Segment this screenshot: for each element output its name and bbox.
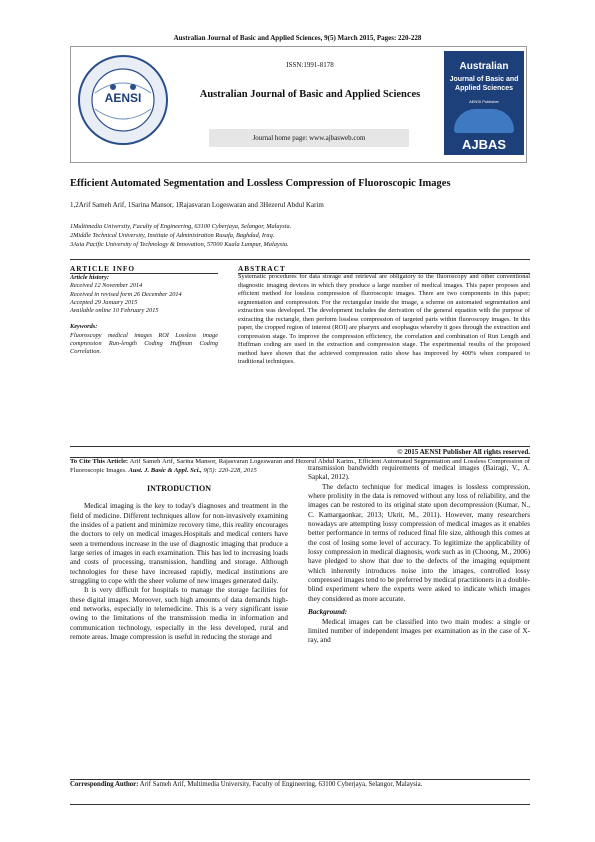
- divider-bottom: [70, 804, 530, 805]
- affiliation-1: 1Multimedia University, Faculty of Engineering, 63100 Cyberjaya, Selangor, Malaysia.: [70, 223, 292, 230]
- history-online: Available online 10 February 2015: [70, 307, 159, 315]
- paragraph: It is very difficult for hospitals to manage the storage facilities for these digital images. Moreover, such high amounts of data demands high-end networks, especially in telemedicine. This is a very significant issue owing to the limitations of the transmission media in information and communication technology, especially in the less developed, rural and remote areas. Image compression is useful in reducing the storage and: [70, 586, 288, 642]
- abstract-heading: ABSTRACT: [238, 264, 530, 274]
- history-accepted: Accepted 29 January 2015: [70, 298, 138, 306]
- keywords-label: Keywords:: [70, 323, 98, 331]
- issn: ISSN:1991-8178: [286, 61, 334, 69]
- paragraph: Medical imaging is the key to today's diagnoses and treatment in the field of medicine. Different techniques allow for non-invasively examining the insides of a patient and minimize recovery time, this reality encourages the doctors to rely on medical images.Hospitals and medical centers have seen a tremendous increase in the use of diagnostic imaging that produce a large series of images in each examination. This has led to increasing loads and costs of processing, transmission, handling and storage. Although technologies for these have increased rapidly, medical institutions are struggling to cope with the sheer volume of new images generated daily.: [70, 502, 288, 586]
- body-column-1: [70, 484, 288, 643]
- history-label: Article history:: [70, 274, 110, 281]
- affiliations: [70, 222, 530, 249]
- intro-heading: INTRODUCTION: [146, 484, 211, 493]
- journal-masthead: [70, 46, 527, 163]
- cite-label: To Cite This Article:: [70, 458, 129, 465]
- aensi-logo-label: AENSI: [104, 91, 142, 105]
- paragraph: Medical images can be classified into two main modes: a single or limited number of independent images per examination as in the case of X-ray, and: [308, 617, 530, 645]
- abstract-text: Systematic procedures for data storage and retrieval are obligatory to the fluoroscopy and other conventional diagnostic imaging devices in which they produce a large number of medical images. This paper proposes and efficient method for lossless compression of fluoroscopic images. There are two components in this paper; segmentation and compression. For the rectangular inside the image, a scheme on automated segmentation and extraction was developed. The development includes the derivation of the general equation with the purpose of extracting the rectangle, then perform lossless compression of targeted parts within fluoroscopy images. In this paper, the cropped region of interest (ROI) are pharynx and esophagus whereby it goes through the extraction and compression stage. To improve the compression efficiency, the correlation and combination of Run Length and Huffman coding are used in the extraction and compression stage. The experimental results of the proposed method have shown that the achieved compression ratio show has improved by 400% when compared to traditional techniques.: [238, 273, 530, 366]
- paper-title: Efficient Automated Segmentation and Lossless Compression of Fluoroscopic Images: [70, 178, 451, 189]
- paragraph: transmission bandwidth requirements of medical images (Bairagi, V., A. Sapkal, 2012).: [308, 464, 530, 482]
- cover-line2: Journal of Basic and Applied Sciences: [449, 76, 519, 92]
- divider-abstract-end: [70, 446, 530, 447]
- corresponding-author: [70, 781, 530, 790]
- journal-title: Australian Journal of Basic and Applied Sciences: [199, 89, 421, 100]
- article-info-heading: ARTICLE INFO: [70, 264, 218, 274]
- cover-publisher: AENSI Publisher: [469, 99, 499, 104]
- cite-text: Arif Sameh Arif, Sarina Mansor, Rajasvaran Logeswaran and Hezerul Abdul Karim., Efficient Automated Segmentation and Lossless Compression of Fluoroscopic Images.: [70, 458, 531, 474]
- cover-graphic: [454, 109, 514, 133]
- cite-ref: 9(5): 220-228, 2015: [203, 466, 257, 474]
- corresponding-text: Arif Sameh Arif, Multimedia University, Faculty of Engineering, 63100 Cyberjaya, Selangor, Malaysia.: [139, 781, 423, 788]
- copyright: © 2015 AENSI Publisher All rights reserved.: [397, 448, 530, 456]
- keywords: Fluoroscopy medical images ROI Lossless image compression Run-length Coding Huffman Coding Correlation.: [70, 331, 218, 356]
- ajbas-cover-logo: [444, 51, 524, 155]
- affiliation-3: 3Asia Pacific University of Technology & Innovation, 57000 Kuala Lumpur, Malaysia.: [70, 241, 289, 248]
- masthead-center: [175, 47, 445, 162]
- cite-journal: Aust. J. Basic & Appl. Sci.,: [128, 466, 202, 474]
- body-column-2: [308, 464, 530, 646]
- article-info: [70, 274, 218, 357]
- divider-footer: [70, 779, 530, 780]
- affiliation-2: 2Middle Technical University, Institute of Administration Rusafa, Baghdad, Iraq.: [70, 232, 275, 239]
- cover-line1: Australian: [459, 61, 509, 72]
- divider-top: [70, 259, 530, 260]
- author-list: 1,2Arif Sameh Arif, 1Sarina Mansor, 1Rajasvaran Logeswaran and 3Hezerul Abdul Karim: [70, 201, 324, 209]
- paragraph: The defacto technique for medical images is lossless compression, where prolixity in the data is removed without any loss of reliability, and the images can be restored to its original state upon decompression (Kumar, N., C. Kamargaonkar, 2013; Ukrit, M., 2011). However, many researchers nowadays are attempting lossy compression of medical images as it enables better performance in terms of reduced final file size, although this comes at the cost of losing some level of accuracy. To legitimize the applicability of lossy compression in medical diagnosis, work such as in (Choong, M., 2006) have pledged to show that due to the defects of the imaging equipment which inherently introduces noise into the images, controlled lossy compressed images tend to be preferred by medical practitioners in a double-blind experiment where the experts were asked to indicate which images they considered as more accurate.: [308, 482, 530, 603]
- history-received: Received 12 November 2014: [70, 282, 143, 290]
- running-header: Australian Journal of Basic and Applied Sciences, 9(5) March 2015, Pages: 220-228: [173, 34, 422, 42]
- journal-homepage: Journal home page: www.ajbasweb.com: [209, 129, 409, 147]
- background-heading: Background:: [308, 608, 348, 617]
- history-revised: Received in revised form 26 December 2014: [70, 290, 182, 298]
- cover-acronym: AJBAS: [461, 137, 507, 152]
- corresponding-label: Corresponding Author:: [70, 781, 139, 788]
